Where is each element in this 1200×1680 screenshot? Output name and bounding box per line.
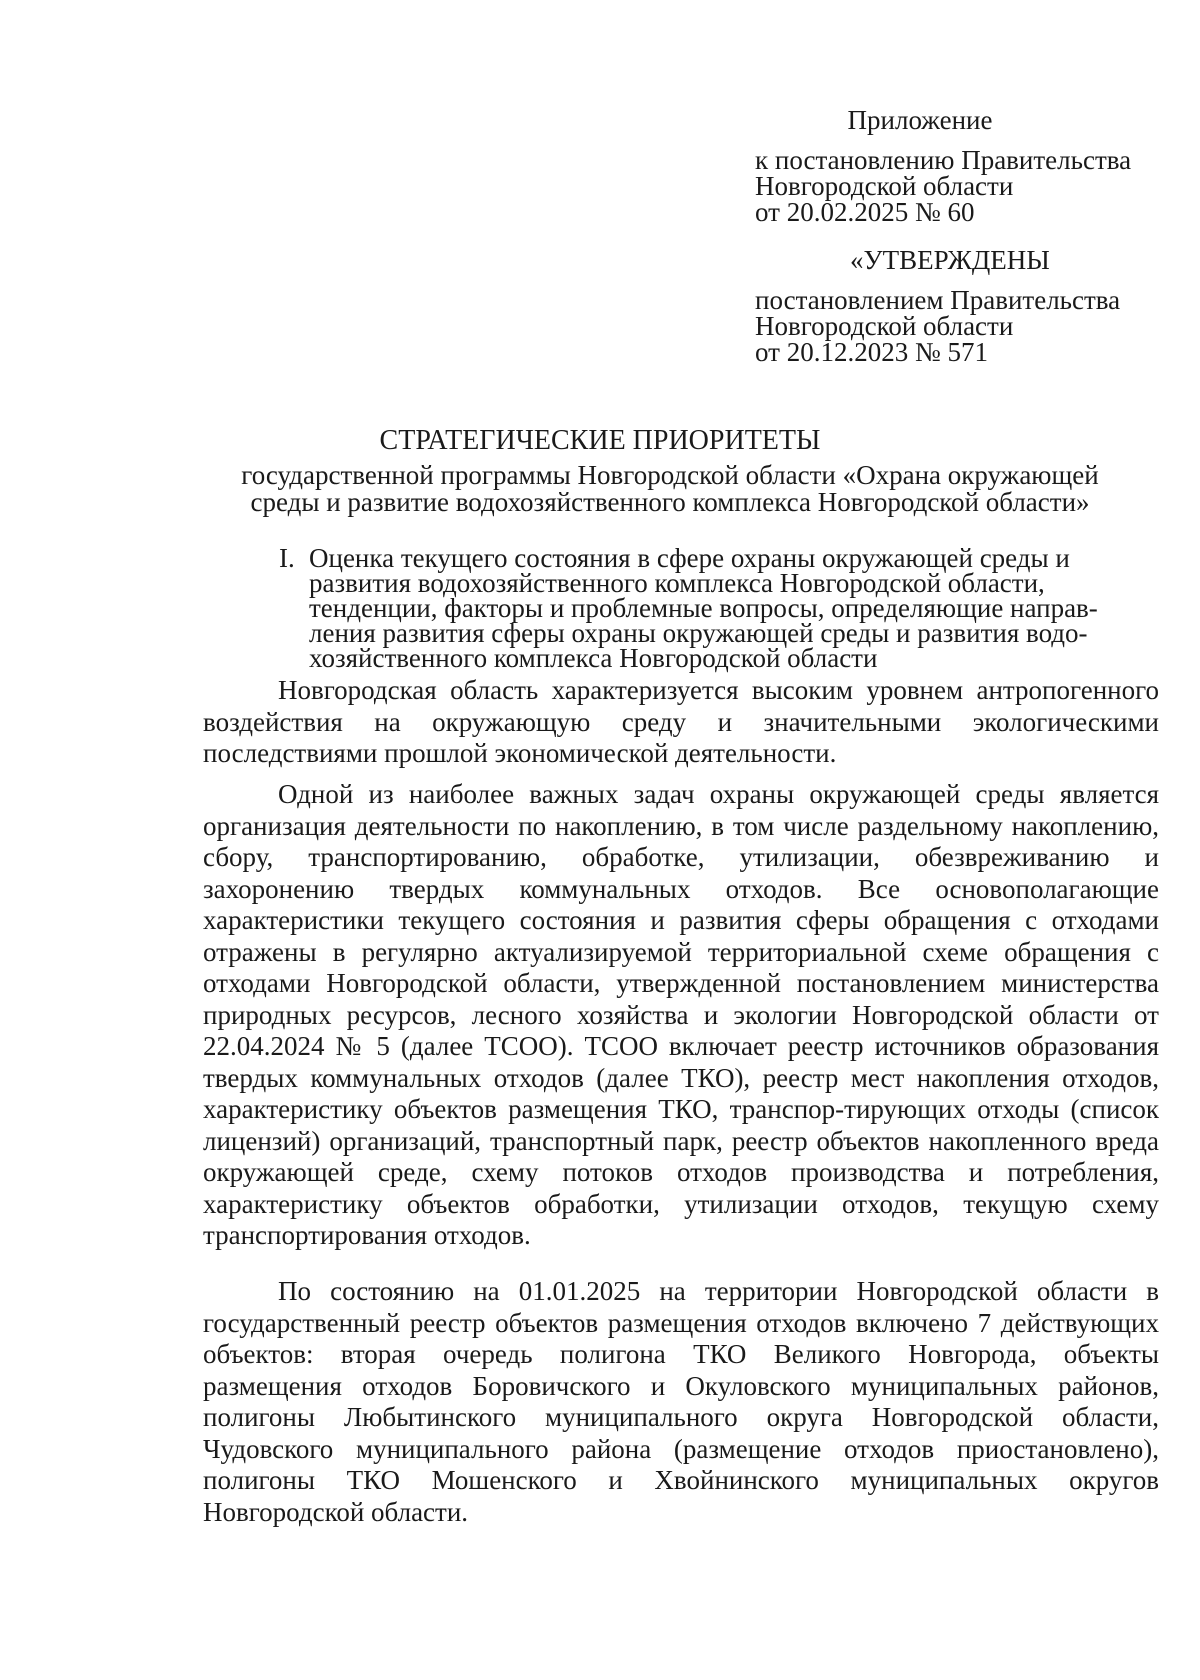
subtitle-line: государственной программы Новгородской области «Охрана окружающей	[241, 460, 1099, 490]
appendix-line: к постановлению Правительства	[755, 145, 1132, 175]
subtitle-line: среды и развитие водохозяйственного комплекса Новгородской области»	[250, 487, 1090, 517]
approval-line: Новгородской области	[755, 311, 1014, 341]
section-number: I.	[279, 543, 295, 573]
appendix-title: Приложение	[847, 105, 993, 135]
section-heading-line: ления развития сферы охраны окружающей среды и развития водо-	[309, 618, 1088, 648]
section-heading-text: Оценка текущего состояния в сфере охраны окружающей среды и	[309, 543, 1070, 573]
section-heading	[279, 543, 1159, 673]
approval-line: постановлением Правительства	[755, 285, 1121, 315]
approval-line: от 20.12.2023 № 571	[755, 337, 988, 367]
approval-block	[755, 247, 1155, 365]
document-subtitle	[200, 462, 1140, 516]
paragraph-3: По состоянию на 01.01.2025 на территории Новгородской области в государственный реестр объектов размещения отходов включено 7 действующих объектов: вторая очередь полигона ТКО Великого Новгорода, объекты размещения отходов Боровичского и Окуловского муниципальных районов, полигоны Любытинского муниципального округа Новгородской области, Чудовского муниципального района (размещение отходов приостановлено), полигоны ТКО Мошенского и Хвойнинского муниципальных округов Новгородской области.	[203, 1276, 1159, 1527]
document-title: СТРАТЕГИЧЕСКИЕ ПРИОРИТЕТЫ	[379, 425, 821, 456]
appendix-block	[755, 107, 1155, 225]
appendix-line: от 20.02.2025 № 60	[755, 197, 975, 227]
paragraph-1: Новгородская область характеризуется высоким уровнем антропогенного воздействия на окружающую среду и значительными экологическими последствиями прошлой экономической деятельности.	[203, 675, 1159, 768]
section-heading-line: хозяйственного комплекса Новгородской области	[309, 643, 878, 673]
section-heading-line: развития водохозяйственного комплекса Новгородской области,	[309, 568, 1045, 598]
paragraph-2: Одной из наиболее важных задач охраны окружающей среды является организация деятельности по накоплению, в том числе раздельному накоплению, сбору, транспортированию, обработке, утилизации, обезвреживанию и захоронению твердых коммунальных отходов. Все основополагающие характеристики текущего состояния и развития сферы обращения с отходами отражены в регулярно актуализируемой территориальной схеме обращения с отходами Новгородской области, утвержденной постановлением министерства природных ресурсов, лесного хозяйства и экологии Новгородской области от 22.04.2024 № 5 (далее ТСОО). ТСОО включает реестр источников образования твердых коммунальных отходов (далее ТКО), реестр мест накопления отходов, характеристику объектов размещения ТКО, транспор-тирующих отходы (список лицензий) организаций, транспортный парк, реестр объектов накопленного вреда окружающей среде, схему потоков отходов производства и потребления, характеристику объектов обработки, утилизации отходов, текущую схему транспортирования отходов.	[203, 779, 1159, 1250]
appendix-line: Новгородской области	[755, 171, 1014, 201]
approval-title: «УТВЕРЖДЕНЫ	[850, 245, 1050, 275]
section-heading-line: тенденции, факторы и проблемные вопросы, определяющие направ-	[309, 593, 1098, 623]
